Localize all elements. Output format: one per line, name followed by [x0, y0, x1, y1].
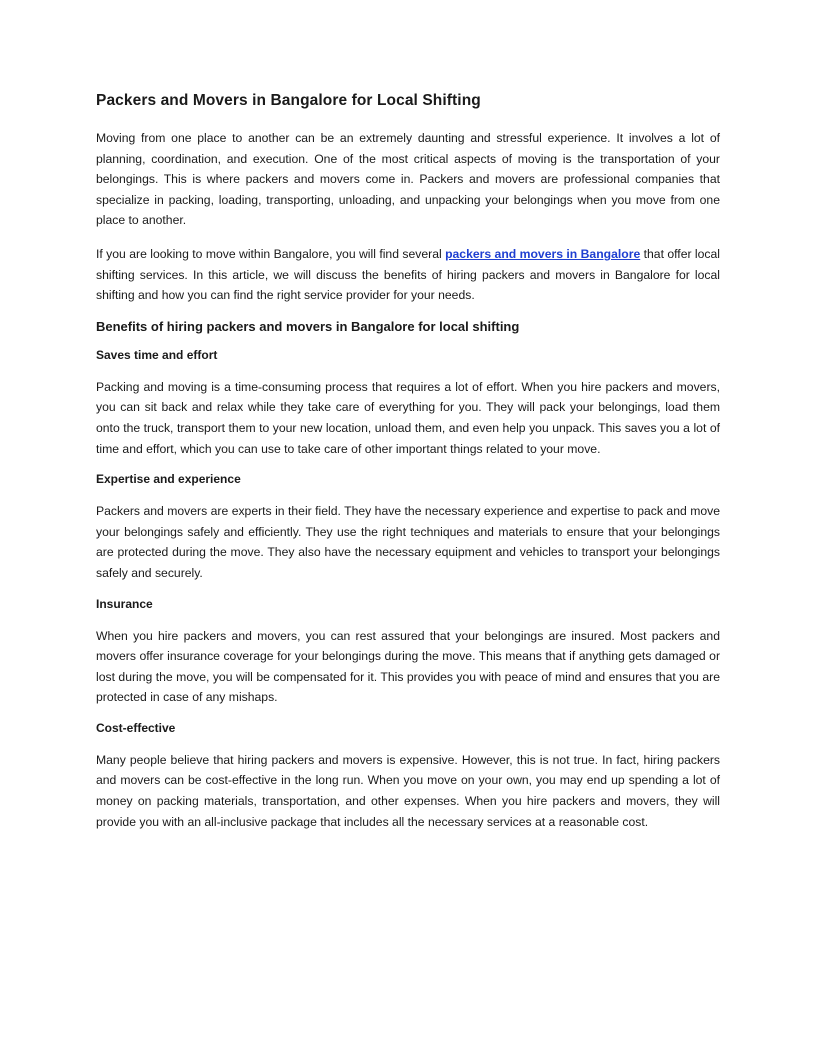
section-heading-benefits: Benefits of hiring packers and movers in Bangalore for local shifting — [96, 318, 520, 334]
document-page — [96, 92, 720, 845]
packers-movers-bangalore-link[interactable]: packers and movers in Bangalore — [445, 246, 641, 261]
second-paragraph-after: that offer local shifting services. In this article, we will discuss the benefits of hiring packers and movers in Bangalore for local shifting and how you can find the right service provider for your needs. — [96, 246, 721, 303]
benefit-heading: Cost-effective — [96, 720, 176, 735]
page-title: Packers and Movers in Bangalore for Local Shifting — [96, 92, 481, 109]
benefit-heading: Saves time and effort — [96, 347, 218, 362]
benefit-body: Packing and moving is a time-consuming process that requires a lot of effort. When you hire packers and movers, you can sit back and relax while they take care of everything for you. They will pack your belongings, load them onto the truck, transport them to your new location, unload them, and even help you unpack. This saves you a lot of time and effort, which you can use to take care of other important things related to your move. — [96, 379, 720, 456]
benefit-body: Many people believe that hiring packers and movers is expensive. However, this is not true. In fact, hiring packers and movers can be cost-effective in the long run. When you move on your own, you may end up spending a lot of money on packing materials, transportation, and other expenses. When you hire packers and movers, they will provide you with an all-inclusive package that includes all the necessary services at a reasonable cost. — [96, 752, 720, 829]
second-paragraph — [96, 244, 720, 306]
benefit-body: When you hire packers and movers, you can rest assured that your belongings are insured. Most packers and movers offer insurance coverage for your belongings during the move. This means that if anything gets damaged or lost during the move, you will be compensated for it. This provides you with peace of mind and ensures that you are protected in case of any mishaps. — [96, 628, 720, 705]
intro-paragraph: Moving from one place to another can be an extremely daunting and stressful experience. It involves a lot of planning, coordination, and execution. One of the most critical aspects of moving is the transportation of your belongings. This is where packers and movers come in. Packers and movers are professional companies that specialize in packing, loading, transporting, unloading, and unpacking your belongings when you move from one place to another. — [96, 131, 720, 228]
benefit-body: Packers and movers are experts in their field. They have the necessary experience and expertise to pack and move your belongings safely and efficiently. They use the right techniques and materials to ensure that your belongings are protected during the move. They also have the necessary equipment and vehicles to transport your belongings safely and securely. — [96, 504, 720, 580]
benefit-heading: Expertise and experience — [96, 472, 241, 487]
benefit-heading: Insurance — [96, 596, 153, 611]
second-paragraph-before: If you are looking to move within Bangalore, you will find several — [96, 246, 446, 261]
